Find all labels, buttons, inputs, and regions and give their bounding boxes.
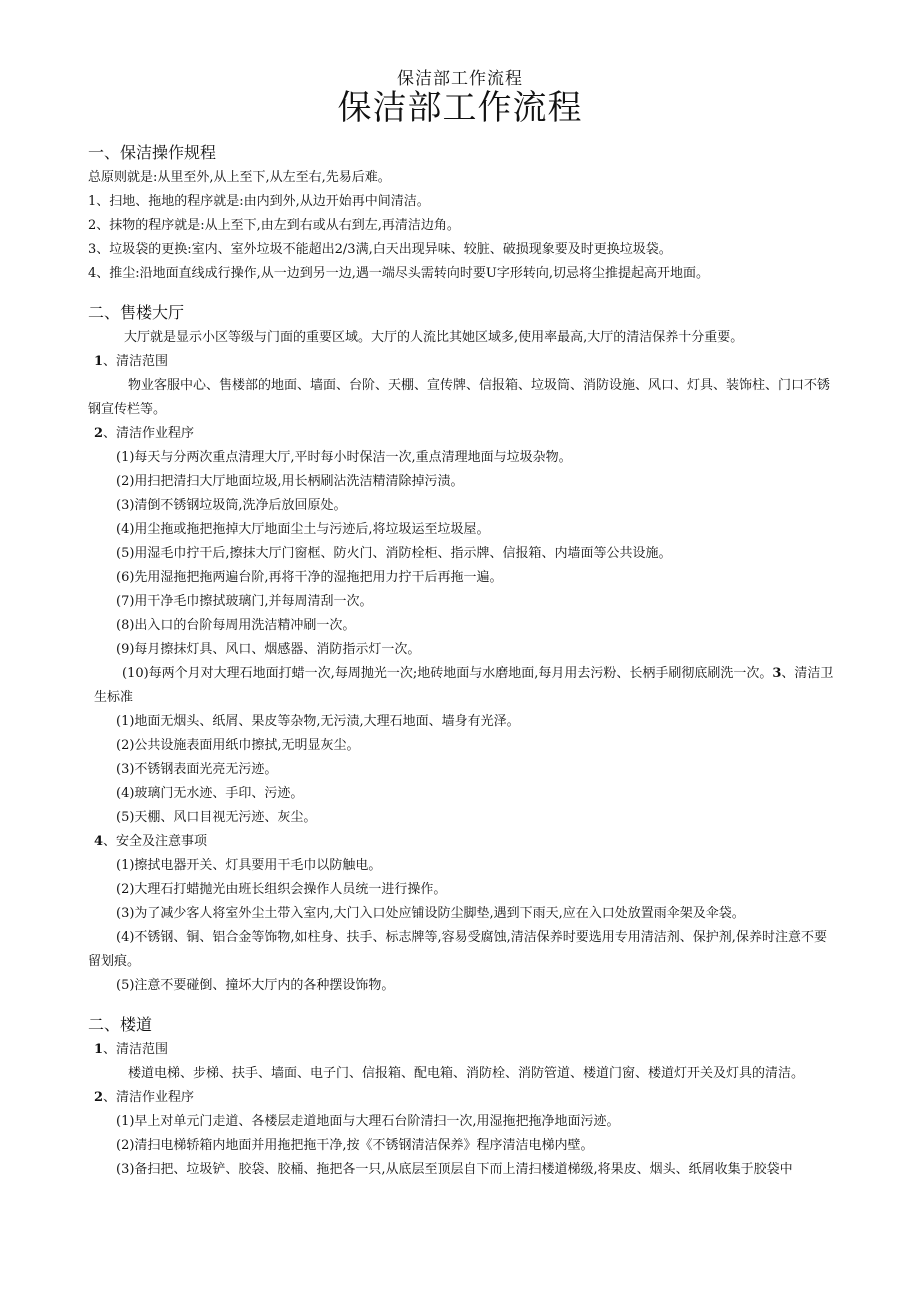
- list-item: (3)清倒不锈钢垃圾筒,洗净后放回原处。: [116, 498, 347, 513]
- list-item: (4)用尘拖或拖把拖掉大厅地面尘土与污迹后,将垃圾运至垃圾屋。: [116, 522, 490, 537]
- subsection-label: 、清洁作业程序: [103, 426, 195, 441]
- subsection-heading: [88, 350, 838, 374]
- list-item: (5)用湿毛巾拧干后,擦抹大厅门窗框、防火门、消防栓柜、指示牌、信报箱、内墙面等公共设施。: [116, 546, 672, 561]
- paragraph: 物业客服中心、售楼部的地面、墙面、台阶、天棚、宣传牌、信报箱、垃圾筒、消防设施、风口、灯具、装饰柱、门口不锈钢宣传栏等。: [88, 378, 831, 417]
- list-item: (2)公共设施表面用纸巾擦拭,无明显灰尘。: [116, 738, 360, 753]
- list-item: (1)早上对单元门走道、各楼层走道地面与大理石台阶清扫一次,用湿拖把拖净地面污迹。: [116, 1114, 620, 1129]
- list-item: (3)备扫把、垃圾铲、胶袋、胶桶、拖把各一只,从底层至顶层自下而上清扫楼道梯级,将果皮、烟头、纸屑收集于胶袋中: [116, 1162, 793, 1177]
- subsection-number: 1: [94, 1042, 104, 1057]
- list-item: (8)出入口的台阶每周用洗洁精冲刷一次。: [116, 618, 356, 633]
- list-item: (3)为了减少客人将室外尘土带入室内,大门入口处应铺设防尘脚垫,遇到下雨天,应在入口处放置雨伞架及伞袋。: [116, 906, 745, 921]
- list-item: (1)每天与分两次重点清理大厅,平时每小时保洁一次,重点清理地面与垃圾杂物。: [116, 450, 572, 465]
- list-item: (5)天棚、风口目视无污迹、灰尘。: [116, 810, 317, 825]
- section-heading: 二、楼道: [88, 1015, 153, 1034]
- subsection-number: 2: [94, 1090, 104, 1105]
- list-item: (1)擦拭电器开关、灯具要用干毛巾以防触电。: [116, 858, 382, 873]
- list-item: (2)大理石打蜡抛光由班长组织会操作人员统一进行操作。: [116, 882, 447, 897]
- subsection-heading: [88, 1086, 838, 1110]
- list-item: (2)用扫把清扫大厅地面垃圾,用长柄刷沾洗洁精清除掉污渍。: [116, 474, 464, 489]
- section-heading: 二、售楼大厅: [88, 303, 185, 322]
- subsection-label: 、安全及注意事项: [103, 834, 208, 849]
- subsection-number: 3: [772, 666, 782, 681]
- paragraph: 2、抹物的程序就是:从上至下,由左到右或从右到左,再清洁边角。: [88, 218, 460, 233]
- document-body: [88, 140, 838, 1182]
- subsection-number: 4: [94, 834, 104, 849]
- paragraph: 总原则就是:从里至外,从上至下,从左至右,先易后难。: [88, 170, 391, 185]
- list-item: (5)注意不要碰倒、撞坏大厅内的各种摆设饰物。: [116, 978, 395, 993]
- list-item: (4)不锈钢、铜、铝合金等饰物,如柱身、扶手、标志牌等,容易受腐蚀,清洁保养时要选用专用清洁剂、保护剂,保养时注意不要留划痕。: [88, 930, 827, 969]
- list-item-text: (10)每两个月对大理石地面打蜡一次,每周抛光一次;地砖地面与水磨地面,每月用去污粉、长柄手刷彻底刷洗一次。: [122, 666, 773, 681]
- list-item: (1)地面无烟头、纸屑、果皮等杂物,无污渍,大理石地面、墙身有光泽。: [116, 714, 520, 729]
- list-item: (3)不锈钢表面光亮无污迹。: [116, 762, 278, 777]
- list-item: (4)玻璃门无水迹、手印、污迹。: [116, 786, 304, 801]
- subsection-heading: [88, 422, 838, 446]
- running-header: 保洁部工作流程: [397, 69, 523, 89]
- subsection-number: 1: [94, 354, 104, 369]
- list-item: (9)每月擦抹灯具、风口、烟感器、消防指示灯一次。: [116, 642, 421, 657]
- subsection-label: 、清洁作业程序: [103, 1090, 195, 1105]
- subsection-label: 、清洁范围: [103, 354, 169, 369]
- list-item: (6)先用湿拖把拖两遍台阶,再将干净的湿拖把用力拧干后再拖一遍。: [116, 570, 503, 585]
- subsection-label: 、清洁范围: [103, 1042, 169, 1057]
- page-title: 保洁部工作流程: [337, 88, 583, 128]
- subsection-heading: [88, 1038, 838, 1062]
- list-item: (7)用干净毛巾擦拭玻璃门,并每周清刮一次。: [116, 594, 373, 609]
- paragraph: 楼道电梯、步梯、扶手、墙面、电子门、信报箱、配电箱、消防栓、消防管道、楼道门窗、楼道灯开关及灯具的清洁。: [128, 1066, 805, 1081]
- paragraph: 1、扫地、拖地的程序就是:由内到外,从边开始再中间清洁。: [88, 194, 430, 209]
- paragraph: 3、垃圾袋的更换:室内、室外垃圾不能超出2/3满,白天出现异味、较脏、破损现象要及时更换垃圾袋。: [88, 242, 672, 257]
- list-item: [88, 662, 838, 710]
- paragraph: 大厅就是显示小区等级与门面的重要区域。大厅的人流比其她区域多,使用率最高,大厅的清洁保养十分重要。: [124, 330, 744, 345]
- subsection-number: 2: [94, 426, 104, 441]
- list-item: (2)清扫电梯轿箱内地面并用拖把拖干净,按《不锈钢清洁保养》程序清洁电梯内壁。: [116, 1138, 594, 1153]
- paragraph: 4、推尘:沿地面直线成行操作,从一边到另一边,遇一端尽头需转向时要U字形转向,切忌将尘推提起高开地面。: [88, 266, 710, 281]
- subsection-heading: [88, 830, 838, 854]
- section-heading: 一、保洁操作规程: [88, 143, 217, 162]
- subsection-label: 、清洁卫生标准: [94, 666, 834, 705]
